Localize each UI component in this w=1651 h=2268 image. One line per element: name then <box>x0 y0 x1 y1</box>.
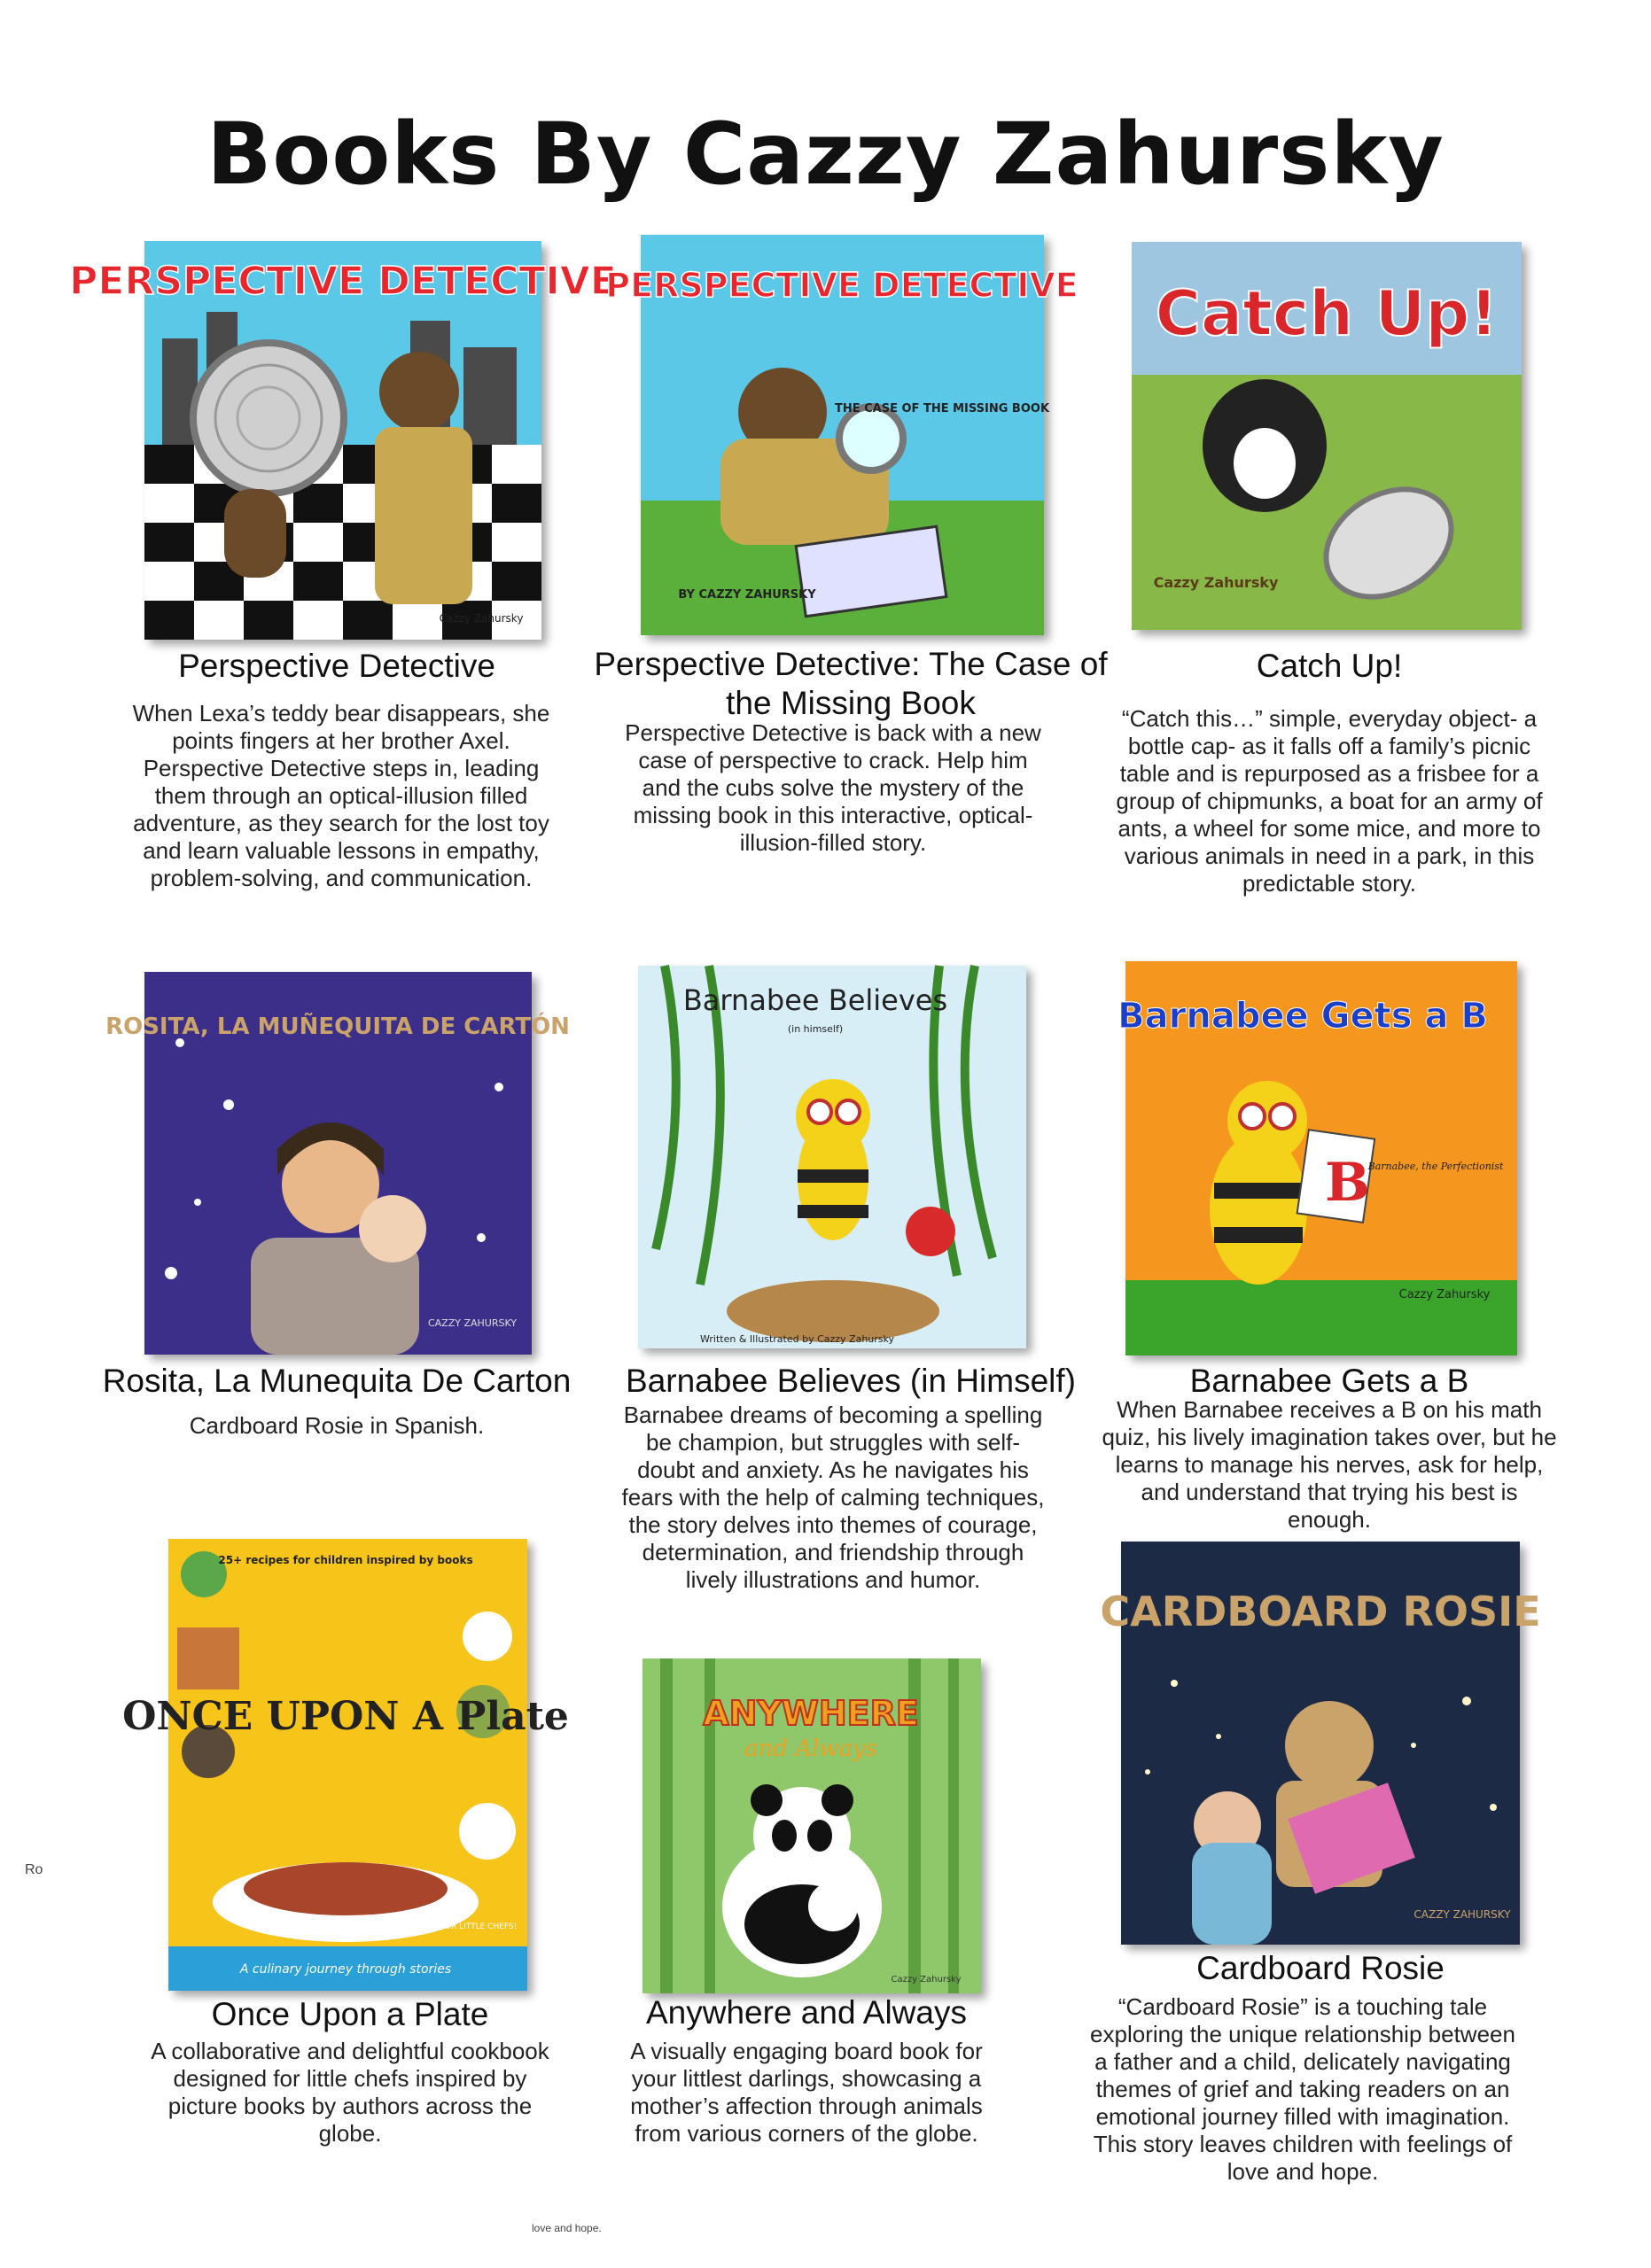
cover-badge-text: FOR LITTLE CHEFS! <box>440 1922 518 1931</box>
book-cover-perspective-detective[interactable] <box>69 241 617 640</box>
book-description: Cardboard Rosie in Spanish. <box>189 1412 485 1439</box>
cover-author-text: CAZZY ZAHURSKY <box>427 1317 518 1329</box>
cover-subtitle-text: THE CASE OF THE MISSING BOOK <box>834 402 1050 416</box>
stray-text-fragment: Ro <box>25 1862 43 1877</box>
catch-up-illustration <box>1132 242 1522 630</box>
cover-author-text: Cazzy Zahursky <box>1398 1288 1491 1301</box>
cover-subtitle-text: and Always <box>744 1736 878 1762</box>
cover-title-text: Barnabee Gets a B <box>1118 996 1488 1037</box>
page-title: Books By Cazzy Zahursky <box>206 105 1445 204</box>
cover-title-text: ANYWHERE <box>703 1694 919 1733</box>
book-cover-anywhere-and-always[interactable] <box>642 1658 981 1993</box>
cover-title-text: CARDBOARD ROSIE <box>1100 1588 1541 1635</box>
cover-top-text: 25+ recipes for children inspired by books <box>218 1554 473 1566</box>
book-cover-once-upon-a-plate[interactable] <box>122 1539 569 1991</box>
book-description: When Barnabee receives a B on his math quiz, his lively imagination takes over, but he learns to manage his nerves, ask for help, and understand that trying his best is enough. <box>1102 1396 1557 1533</box>
cover-title-text: Catch Up! <box>1155 277 1499 350</box>
book-title: Anywhere and Always <box>646 1994 967 2031</box>
cover-band-text: A culinary journey through stories <box>239 1962 452 1977</box>
missing-book-illustration <box>605 235 1079 635</box>
book-description: “Cardboard Rosie” is a touching tale exploring the unique relationship between a father and a child, delicately navigating themes of grief and taking readers on an emotional journey filled with imagination. This story leaves children with feelings of love and hope. <box>1090 1993 1515 2185</box>
book-title: Once Upon a Plate <box>211 1996 489 2032</box>
cover-author-text: BY CAZZY ZAHURSKY <box>678 588 816 602</box>
stray-text-fragment: love and hope. <box>532 2222 602 2234</box>
book-title: Perspective Detective: The Case of the Missing Book <box>594 646 1108 721</box>
book-title: Cardboard Rosie <box>1196 1950 1445 1986</box>
cover-author-text: Cazzy Zahursky <box>1153 574 1279 591</box>
cover-title-text: ROSITA, LA MUÑEQUITA DE CARTÓN <box>105 1014 570 1040</box>
barnabee-believes-illustration <box>638 966 1026 1348</box>
cover-title-text: Barnabee Believes <box>682 983 948 1017</box>
book-title: Perspective Detective <box>178 648 495 684</box>
book-cover-barnabee-believes[interactable] <box>638 966 1026 1348</box>
book-cover-rosita[interactable] <box>105 972 570 1355</box>
book-cover-barnabee-gets-a-b[interactable] <box>1118 961 1517 1355</box>
book-cover-cardboard-rosie[interactable] <box>1100 1542 1541 1945</box>
book-title: Barnabee Gets a B <box>1189 1363 1469 1399</box>
cover-author-text: Cazzy Zahursky <box>891 1975 962 1984</box>
cover-subtitle-text: (in himself) <box>787 1023 844 1035</box>
cover-title-text: PERSPECTIVE DETECTIVE <box>69 259 617 304</box>
book-description: A collaborative and delightful cookbook designed for little chefs inspired by picture books by authors across the globe. <box>151 2038 549 2147</box>
book-cover-catch-up[interactable] <box>1132 242 1522 630</box>
book-title: Rosita, La Munequita De Carton <box>102 1363 572 1399</box>
perspective-detective-illustration <box>69 241 617 640</box>
book-title: Barnabee Believes (in Himself) <box>626 1363 1076 1399</box>
once-upon-a-plate-illustration <box>122 1539 569 1991</box>
barnabee-gets-a-b-illustration <box>1118 961 1517 1355</box>
book-description: When Lexa’s teddy bear disappears, she points fingers at her brother Axel. Perspective Detective steps in, leading them through an optical-illusion filled adventure, as they search for the lost toy and learn valuable lessons in empathy, problem-solving, and communication. <box>132 700 550 891</box>
book-description: A visually engaging board book for your littlest darlings, showcasing a mother’s affection through animals from various corners of the globe. <box>630 2038 983 2147</box>
cover-author-text: CAZZY ZAHURSKY <box>1413 1908 1511 1921</box>
book-title: Catch Up! <box>1256 648 1403 684</box>
anywhere-and-always-illustration <box>642 1658 981 1993</box>
rosita-illustration <box>105 972 570 1355</box>
cover-title-text: ONCE UPON A Plate <box>122 1694 569 1739</box>
svg-text:B: B <box>1325 1152 1370 1214</box>
cover-title-text: PERSPECTIVE DETECTIVE <box>605 266 1079 305</box>
cover-author-text: Cazzy Zahursky <box>439 612 524 625</box>
book-cover-case-of-missing-book[interactable] <box>605 235 1079 635</box>
book-description: Barnabee dreams of becoming a spelling be champion, but struggles with self-doubt and anxiety. As he navigates his fears with the help of calming techniques, the story delves into themes of courage, determination, and friendship through lively illustrations and humor. <box>621 1402 1045 1593</box>
cardboard-rosie-illustration <box>1100 1542 1541 1945</box>
book-description: Perspective Detective is back with a new case of perspective to crack. Help him and the cubs solve the mystery of the missing book in this interactive, optical-illusion-filled story. <box>625 719 1041 856</box>
book-description: “Catch this…” simple, everyday object- a bottle cap- as it falls off a family’s picnic table and is repurposed as a frisbee for a group of chipmunks, a boat for an army of ants, a wheel for some mice, and more to various animals in need in a park, in this predictable story. <box>1116 705 1543 897</box>
cover-author-text: Written & Illustrated by Cazzy Zahursky <box>700 1333 895 1345</box>
cover-subtitle-text: Barnabee, the Perfectionist <box>1367 1161 1504 1172</box>
